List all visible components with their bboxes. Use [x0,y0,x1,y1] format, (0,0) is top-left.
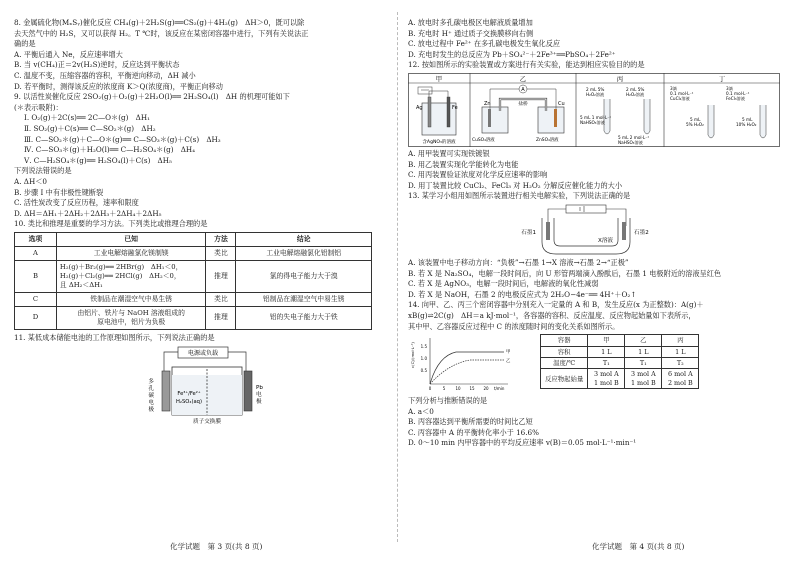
q12-option-d: D. 用丁装置比较 CuCl₂、FeCl₃ 对 H₂O₂ 分解反应催化能力的大小 [408,180,623,190]
svg-text:Cu: Cu [558,100,565,107]
svg-text:5 mL 1 mol·L⁻¹: 5 mL 1 mol·L⁻¹ [580,114,612,120]
q11-battery-figure [14,345,386,425]
svg-text:5% H₂O₂: 5% H₂O₂ [686,121,704,127]
q14-graph-table-figure [408,334,780,394]
q14-title: 其中甲、乙容器反应过程中 C 的浓度随时间的变化关系如图所示。 [408,321,620,331]
question-9 [14,92,386,219]
svg-text:H₂O₂溶液: H₂O₂溶液 [626,91,645,97]
graphite-1 [546,222,550,240]
q10-known: H₂(g)＋Br₂(g)══ 2HBr(g) ΔH₁＜0， H₂(g)＋Cl₂(g)══ 2HCl(g) ΔH₂＜0， 且 ΔH₂＜ΔH₁ [56,260,206,292]
graphite-2-label: 石墨2 [634,229,649,236]
q8-option-d: D. 若平衡时，测得该反应的浓度商 K＞Q(浓度商)，平衡正向移动 [14,81,223,91]
q9-option-b: B. 步骤 Ⅰ 中有非极性键断裂 [14,187,104,197]
question-13 [408,191,780,300]
q14-row: 温度/℃ T₁ T₁ T₂ [541,357,699,368]
q8-option-c: C. 温度不变，压缩容器的容积，平衡逆向移动，ΔH 减小 [14,70,196,80]
left-column [14,18,386,427]
svg-text:Zn: Zn [484,100,491,107]
q10-table [14,232,372,330]
q9-step-1: Ⅰ. O₂(g)＋2C(s)══ 2C—O＊(g) ΔH₁ [24,113,150,123]
question-10 [14,219,386,330]
power-source [566,205,606,213]
svg-text:3滴: 3滴 [670,85,677,91]
svg-text:5 mL: 5 mL [690,116,701,122]
graphite-1-label: 石墨1 [521,229,536,236]
q9-line: (＊表示吸附)： [14,102,63,112]
q10-known: 铁制品在潮湿空气中易生锈 [56,292,206,306]
svg-text:NaHSO₃溶液: NaHSO₃溶液 [618,139,643,145]
question-8 [14,18,386,92]
q10-method: 推理 [206,260,236,292]
q11-option-b: B. 充电时 H⁺ 通过质子交换膜移向右侧 [408,28,534,38]
q9-line: 9. 以活性炭催化反应 2SO₂(g)＋O₂(g)＋2H₂O(l)══ 2H₂SO₄(l) ΔH 的机理可能如下 [14,92,290,102]
q10-conclusion: 铝的失电子能力大于铁 [236,306,372,329]
q13-option-d: D. 若 X 是 NaOH，石墨 2 的电极反应式为 2H₂O−4e⁻══ 4H⁺＋O₂↑ [408,289,637,299]
curve-jia [430,352,504,384]
svg-text:甲: 甲 [506,350,511,356]
column-divider [397,12,398,542]
membrane-label: 质子交换膜 [193,419,221,426]
svg-text:极: 极 [148,407,154,414]
q10-header-row [15,232,372,246]
q10-conclusion: 工业电解熔融氯化铝制铝 [236,246,372,260]
svg-text:Pb: Pb [256,385,263,392]
q10-conclusion: 铝制品在潮湿空气中易生锈 [236,292,372,306]
q10-row [15,306,372,329]
q10-header-cell: 选项 [15,232,57,246]
q14-option-a: A. a＜0 [408,406,434,416]
q10-method: 类比 [206,292,236,306]
q10-method: 推理 [206,306,236,329]
question-11 [14,333,386,426]
q14-title: 14. 向甲、乙、丙三个密闭容器中分别充入一定量的 A 和 B，发生反应(x 为正整数)：A(g)＋ [408,300,704,310]
q10-opt: A [15,246,57,260]
q13-option-c: C. 若 X 是 AgNO₃，电解一段时间后，电解液的氧化性减弱 [408,279,599,289]
q14-row: 容积 1 L 1 L 1 L [541,346,699,357]
q9-prompt: 下列说法错误的是 [14,166,72,176]
q10-opt: D [15,306,57,329]
apparatus-diagram [408,73,780,147]
q8-line: 8. 金属硫化物(MₓSᵧ)催化反应 CH₄(g)＋2H₂S(g)══CS₂(g)＋4H₂(g) ΔH＞0，既可以除 [14,18,305,27]
q12-option-c: C. 用丙装置验证浓度对化学反应速率的影响 [408,170,548,180]
right-column [408,18,780,449]
q10-known: 由铝片、铁片与 NaOH 溶液组成的 原电池中，铝片为负极 [56,306,206,329]
svg-text:含AgNO₃的溶液: 含AgNO₃的溶液 [422,139,456,145]
q12-title: 12. 按如图所示的实验装置或方案进行有关实验，能达到相应实验目的的是 [408,60,645,70]
q9-option-d: D. ΔH＝ΔH₁＋2ΔH₂＋2ΔH₃＋2ΔH₄＋2ΔH₅ [14,208,162,218]
fe-electrode [447,97,450,127]
svg-text:1.0: 1.0 [420,356,427,362]
svg-text:Ag: Ag [416,104,423,111]
svg-text:孔: 孔 [148,386,154,393]
svg-text:0.5: 0.5 [420,368,427,374]
q10-conclusion: 氯的得电子能力大于溴 [236,260,372,292]
q12-option-a: A. 用甲装置可实现铁镀银 [408,148,490,158]
svg-text:FeCl₃溶液: FeCl₃溶液 [726,95,745,101]
svg-text:NaHSO₃溶液: NaHSO₃溶液 [580,119,605,125]
q12-apparatus-figure [408,73,780,147]
svg-text:乙: 乙 [506,359,511,365]
q14-title: xB(g)⇌2C(g) ΔH＝a kJ·mol⁻¹，各容器的容积、反应温度、反应物起始量如下表所示， [408,310,696,320]
svg-text:10: 10 [455,386,461,392]
q10-opt: B [15,260,57,292]
q10-row [15,246,372,260]
svg-text:极: 极 [256,399,262,406]
svg-text:0.1 mol·L⁻¹: 0.1 mol·L⁻¹ [670,90,694,96]
q10-method: 类比 [206,246,236,260]
svg-text:5 mL: 5 mL [742,116,753,122]
svg-text:ZnSO₄溶液: ZnSO₄溶液 [536,137,559,143]
q13-u-tube-figure [408,204,780,256]
svg-text:5 mL 2 mol·L⁻¹: 5 mL 2 mol·L⁻¹ [618,134,650,140]
q13-option-b: B. 若 X 是 Na₂SO₄，电解一段时间后，向 U 形管两端滴入酚酞后，石墨 1 电极附近的溶液呈红色 [408,268,722,278]
y-axis-label: c(C)/(mol·L⁻¹) [410,342,415,369]
battery-diagram [14,345,386,425]
q11-option-c: C. 放电过程中 Fe²⁺ 在多孔碳电极发生氧化反应 [408,39,561,49]
right-solution-label: H₂SO₄(aq) [176,399,202,406]
q10-header-cell: 方法 [206,232,236,246]
u-tube-diagram [408,204,780,256]
svg-text:2 mL 5%: 2 mL 5% [626,86,645,92]
q8-line: 确的是 [14,39,36,49]
svg-text:多: 多 [148,379,154,386]
svg-text:0: 0 [428,386,432,392]
q8-option-b: B. 当 v(CH₄)正＝2v(H₂S)逆时，反应达到平衡状态 [14,60,180,70]
svg-text:1.5: 1.5 [420,344,427,350]
q14-option-c: C. 丙容器中 A 的平衡转化率小于 16.6% [408,427,539,437]
footer-page-4: 化学试题 第 4 页(共 8 页) [592,542,685,551]
svg-text:电: 电 [148,400,154,407]
x-axis-label: t/min [494,386,505,392]
q12-option-b: B. 用乙装置实现化学能转化为电能 [408,159,519,169]
svg-text:20: 20 [483,386,489,392]
svg-text:盐桥: 盐桥 [518,101,528,107]
question-11-options [408,18,780,60]
svg-text:碳: 碳 [148,393,154,400]
svg-text:A: A [521,86,525,93]
q10-opt: C [15,292,57,306]
q11-title: 11. 某低成本储能电池的工作原理如图所示，下列说法正确的是 [14,332,215,342]
svg-text:2 mL 5%: 2 mL 5% [586,86,605,92]
q14-option-d: D. 0～10 min 内甲容器中的平均反应速率 v(B)＝0.05 mol·L⁻¹·min⁻¹ [408,438,637,448]
u-tube-outer [542,218,630,254]
q10-known: 工业电解熔融氯化镁制镁 [56,246,206,260]
question-14 [408,300,780,449]
ag-electrode [428,97,431,127]
q14-container-table [540,334,699,389]
graphite-2 [622,222,626,240]
x-solution-label: X溶液 [598,237,614,244]
q9-step-5: Ⅴ. C—H₂SO₄＊(g)══ H₂SO₄(l)＋C(s) ΔH₅ [24,155,172,165]
label-yi: 乙 [519,74,527,83]
left-solution-label: Fe³⁺/Fe²⁺ [177,391,201,398]
q14-header-row: 容器 甲 乙 丙 [541,335,699,346]
q14-option-b: B. 丙容器达到平衡所需要的时间比乙短 [408,417,533,427]
q14-row: 反应物起始量 3 mol A 1 mol B 3 mol A 1 mol B 6 mol A 2 mol B [541,369,699,389]
concentration-graph [408,334,528,394]
q8-line: 去天然气中的 H₂S，又可以获得 H₂。T ℃时，该反应在某密闭容器中进行，下列有关说法正 [14,28,309,38]
svg-text:Fe: Fe [452,104,458,111]
q11-option-a: A. 放电时多孔碳电极区电解液质量增加 [408,18,533,27]
label-bing: 丙 [616,74,624,83]
svg-text:CuSO₄溶液: CuSO₄溶液 [472,137,495,143]
svg-text:15: 15 [469,386,475,392]
question-12 [408,60,780,191]
svg-text:H₂O₂溶液: H₂O₂溶液 [586,91,605,97]
q9-step-4: Ⅳ. C—SO₃＊(g)＋H₂O(l)══ C—H₂SO₄＊(g) ΔH₄ [24,145,196,155]
q10-header-cell: 结论 [236,232,372,246]
q9-option-a: A. ΔH＜0 [14,176,47,186]
footer-page-3: 化学试题 第 3 页(共 8 页) [170,542,263,551]
q14-prompt: 下列分析与推断错误的是 [408,396,488,406]
carbon-electrode [162,371,170,411]
svg-text:电: 电 [256,392,262,399]
q8-option-a: A. 平衡后通入 Ne，反应速率增大 [14,49,123,59]
svg-text:3滴: 3滴 [726,85,733,91]
q13-title: 13. 某学习小组用如图所示装置进行相关电解实验，下列说法正确的是 [408,191,631,201]
power-box-label: 电源或负载 [187,350,219,358]
curve-yi [430,360,504,384]
q10-row [15,260,372,292]
q9-option-c: C. 活性炭改变了反应历程，速率和限度 [14,198,139,208]
svg-text:0.1 mol·L⁻¹: 0.1 mol·L⁻¹ [726,90,750,96]
label-jia: 甲 [435,74,443,83]
q13-option-a: A. 该装置中电子移动方向：“负极”→石墨 1→X 溶液→石墨 2→“正极” [408,257,629,267]
q10-header-cell: 已知 [56,232,206,246]
q11-option-d: D. 充电时发生的总反应为 Pb＋SO₄²⁻＋2Fe³⁺══PbSO₄＋2Fe²⁺ [408,49,616,59]
label-ding: 丁 [718,74,726,83]
q10-row [15,292,372,306]
q9-step-2: Ⅱ. SO₂(g)＋C(s)══ C—SO₂＊(g) ΔH₂ [24,123,156,133]
svg-text:5: 5 [442,386,446,392]
svg-text:CuCl₂溶液: CuCl₂溶液 [670,95,690,101]
q10-title: 10. 类比和推理是重要的学习方法。下列类比或推理合理的是 [14,219,208,229]
q9-step-3: Ⅲ. C—SO₂＊(g)＋C—O＊(g)══ C—SO₃＊(g)＋C(s) ΔH₃ [24,134,221,144]
pb-electrode [244,371,252,411]
svg-text:10% H₂O₂: 10% H₂O₂ [736,121,757,127]
